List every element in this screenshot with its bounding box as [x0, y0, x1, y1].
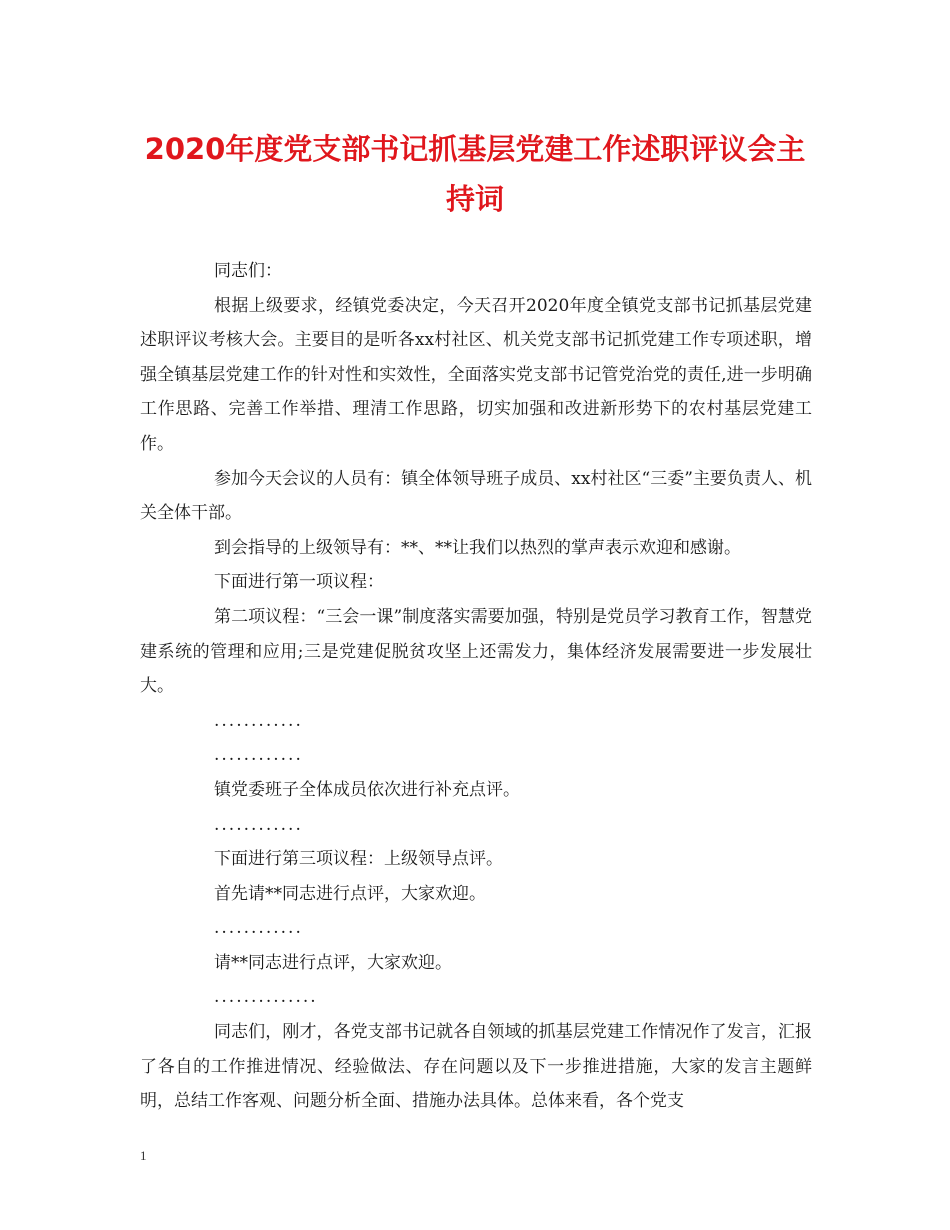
- paragraph-intro: 根据上级要求，经镇党委决定，今天召开2020年度全镇党支部书记抓基层党建述职评议考核大会。主要目的是听各xx村社区、机关党支部书记抓党建工作专项述职，增强全镇基层党建工作的针对性和实效性，全面落实党支部书记管党治党的责任,进一步明确工作思路、完善工作举措、理清工作思路，切实加强和改进新形势下的农村基层党建工作。: [140, 295, 812, 454]
- ellipsis-line: ............: [214, 710, 303, 731]
- paragraph-leaders: 到会指导的上级领导有：**、**让我们以热烈的掌声表示欢迎和感谢。: [214, 537, 741, 558]
- paragraph-second-comment: 请**同志进行点评，大家欢迎。: [214, 952, 452, 973]
- ellipsis-line: ............: [214, 745, 303, 766]
- paragraph-first-comment: 首先请**同志进行点评，大家欢迎。: [214, 883, 486, 904]
- paragraph-greeting: 同志们：: [214, 261, 282, 281]
- ellipsis-line: ............: [214, 814, 303, 835]
- paragraph-agenda-2: 第二项议程：“三会一课”制度落实需要加强，特别是党员学习教育工作，智慧党建系统的管理和应用;三是党建促脱贫攻坚上还需发力，集体经济发展需要进一步发展壮大。: [140, 606, 812, 697]
- ellipsis-line: ............: [214, 918, 303, 939]
- paragraph-summary: 同志们，刚才，各党支部书记就各自领域的抓基层党建工作情况作了发言，汇报了各自的工作推进情况、经验做法、存在问题以及下一步推进措施，大家的发言主题鲜明，总结工作客观、问题分析全面、措施办法具体。总体来看，各个党支: [140, 1022, 812, 1112]
- paragraph-supplement: 镇党委班子全体成员依次进行补充点评。: [214, 779, 520, 800]
- paragraph-agenda-1: 下面进行第一项议程：: [214, 572, 384, 593]
- paragraph-agenda-3: 下面进行第三项议程：上级领导点评。: [214, 849, 503, 870]
- ellipsis-line: ..............: [214, 987, 318, 1008]
- document-body: [140, 254, 812, 1119]
- page-number: 1: [140, 1148, 147, 1163]
- paragraph-attendees: 参加今天会议的人员有：镇全体领导班子成员、xx村社区“三委”主要负责人、机关全体干部。: [140, 468, 812, 524]
- document-title: 2020年度党支部书记抓基层党建工作述职评议会主持词: [144, 132, 806, 216]
